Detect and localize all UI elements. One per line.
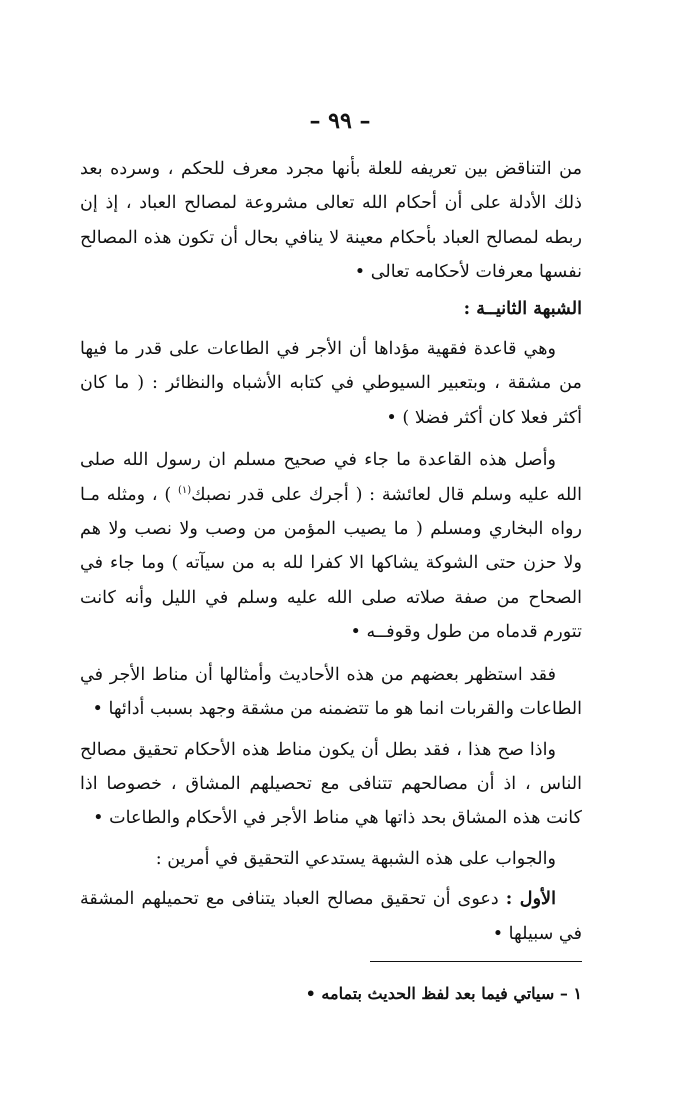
paragraph-rule-origin [80, 443, 582, 649]
paragraph-consequence: واذا صح هذا ، فقد بطل أن يكون مناط هذه الأحكام تحقيق مصالح الناس ، اذ أن مصالحهم تتنافى مع تحصيلهم المشاق ، خصوصا اذا كانت هذه المشاق بحد ذاتها هي مناط الأجر في الأحكام والطاعات • [80, 739, 582, 829]
paragraph-first-point [80, 882, 582, 951]
footnote-separator [370, 961, 582, 962]
main-text [80, 152, 582, 951]
paragraph-continuation: من التناقض بين تعريفه للعلة بأنها مجرد معرف للحكم ، وسرده بعد ذلك الأدلة على أن أحكام الله تعالى مشروعة لمصالح العباد ، إذ إن ربطه لمصالح العباد بأحكام معينة لا ينافي بحال أن تكون هذه المصالح نفسها معرفات لأحكامه تعالى • [80, 159, 583, 283]
paragraph-text: دعوى أن تحقيق مصالح العباد يتنافى مع تحميلهم المشقة في سبيلها • [80, 889, 582, 944]
paragraph-text: ) ، ومثله مـا رواه البخاري ومسلم ( ما يصيب المؤمن من وصب ولا نصب ولا هم ولا حزن حتى الشوكة يشاكها الا كفرا لله به من سيآته ) وما جاء في الصحاح من صفة صلاته صلى الله عليه وسلم في الليل وأنه كانت تتورم قدماه من طول وقوفــه • [80, 484, 582, 643]
footnote: ١ – سياتي فيما بعد لفظ الحديث بتمامه • [305, 984, 582, 1003]
footnote-marker: (١) [177, 484, 192, 496]
page-number: – ٩٩ – [309, 108, 371, 134]
paragraph-text: وأصل هذه القاعدة ما جاء في صحيح مسلم ان رسول الله صلى الله عليه وسلم قال لعائشة : ( أجرك على قدر نصبك [80, 450, 582, 505]
paragraph-inference: فقد استظهر بعضهم من هذه الأحاديث وأمثالها أن مناط الأجر في الطاعات والقربات انما هو ما تتضمنه من مشقة وجهد بسبب أدائها • [80, 664, 582, 720]
paragraph-rule-definition: وهي قاعدة فقهية مؤداها أن الأجر في الطاعات على قدر ما فيها من مشقة ، وبتعبير السيوطي في كتابه الأشباه والنظائر : ( ما كان أكثر فعلا كان أكثر فضلا ) • [80, 339, 582, 428]
paragraph-answer-intro: والجواب على هذه الشبهة يستدعي التحقيق في أمرين : [155, 848, 556, 869]
section-heading-second-doubt: الشبهة الثانيــة : [463, 297, 582, 319]
first-point-label: الأول : [505, 888, 556, 910]
